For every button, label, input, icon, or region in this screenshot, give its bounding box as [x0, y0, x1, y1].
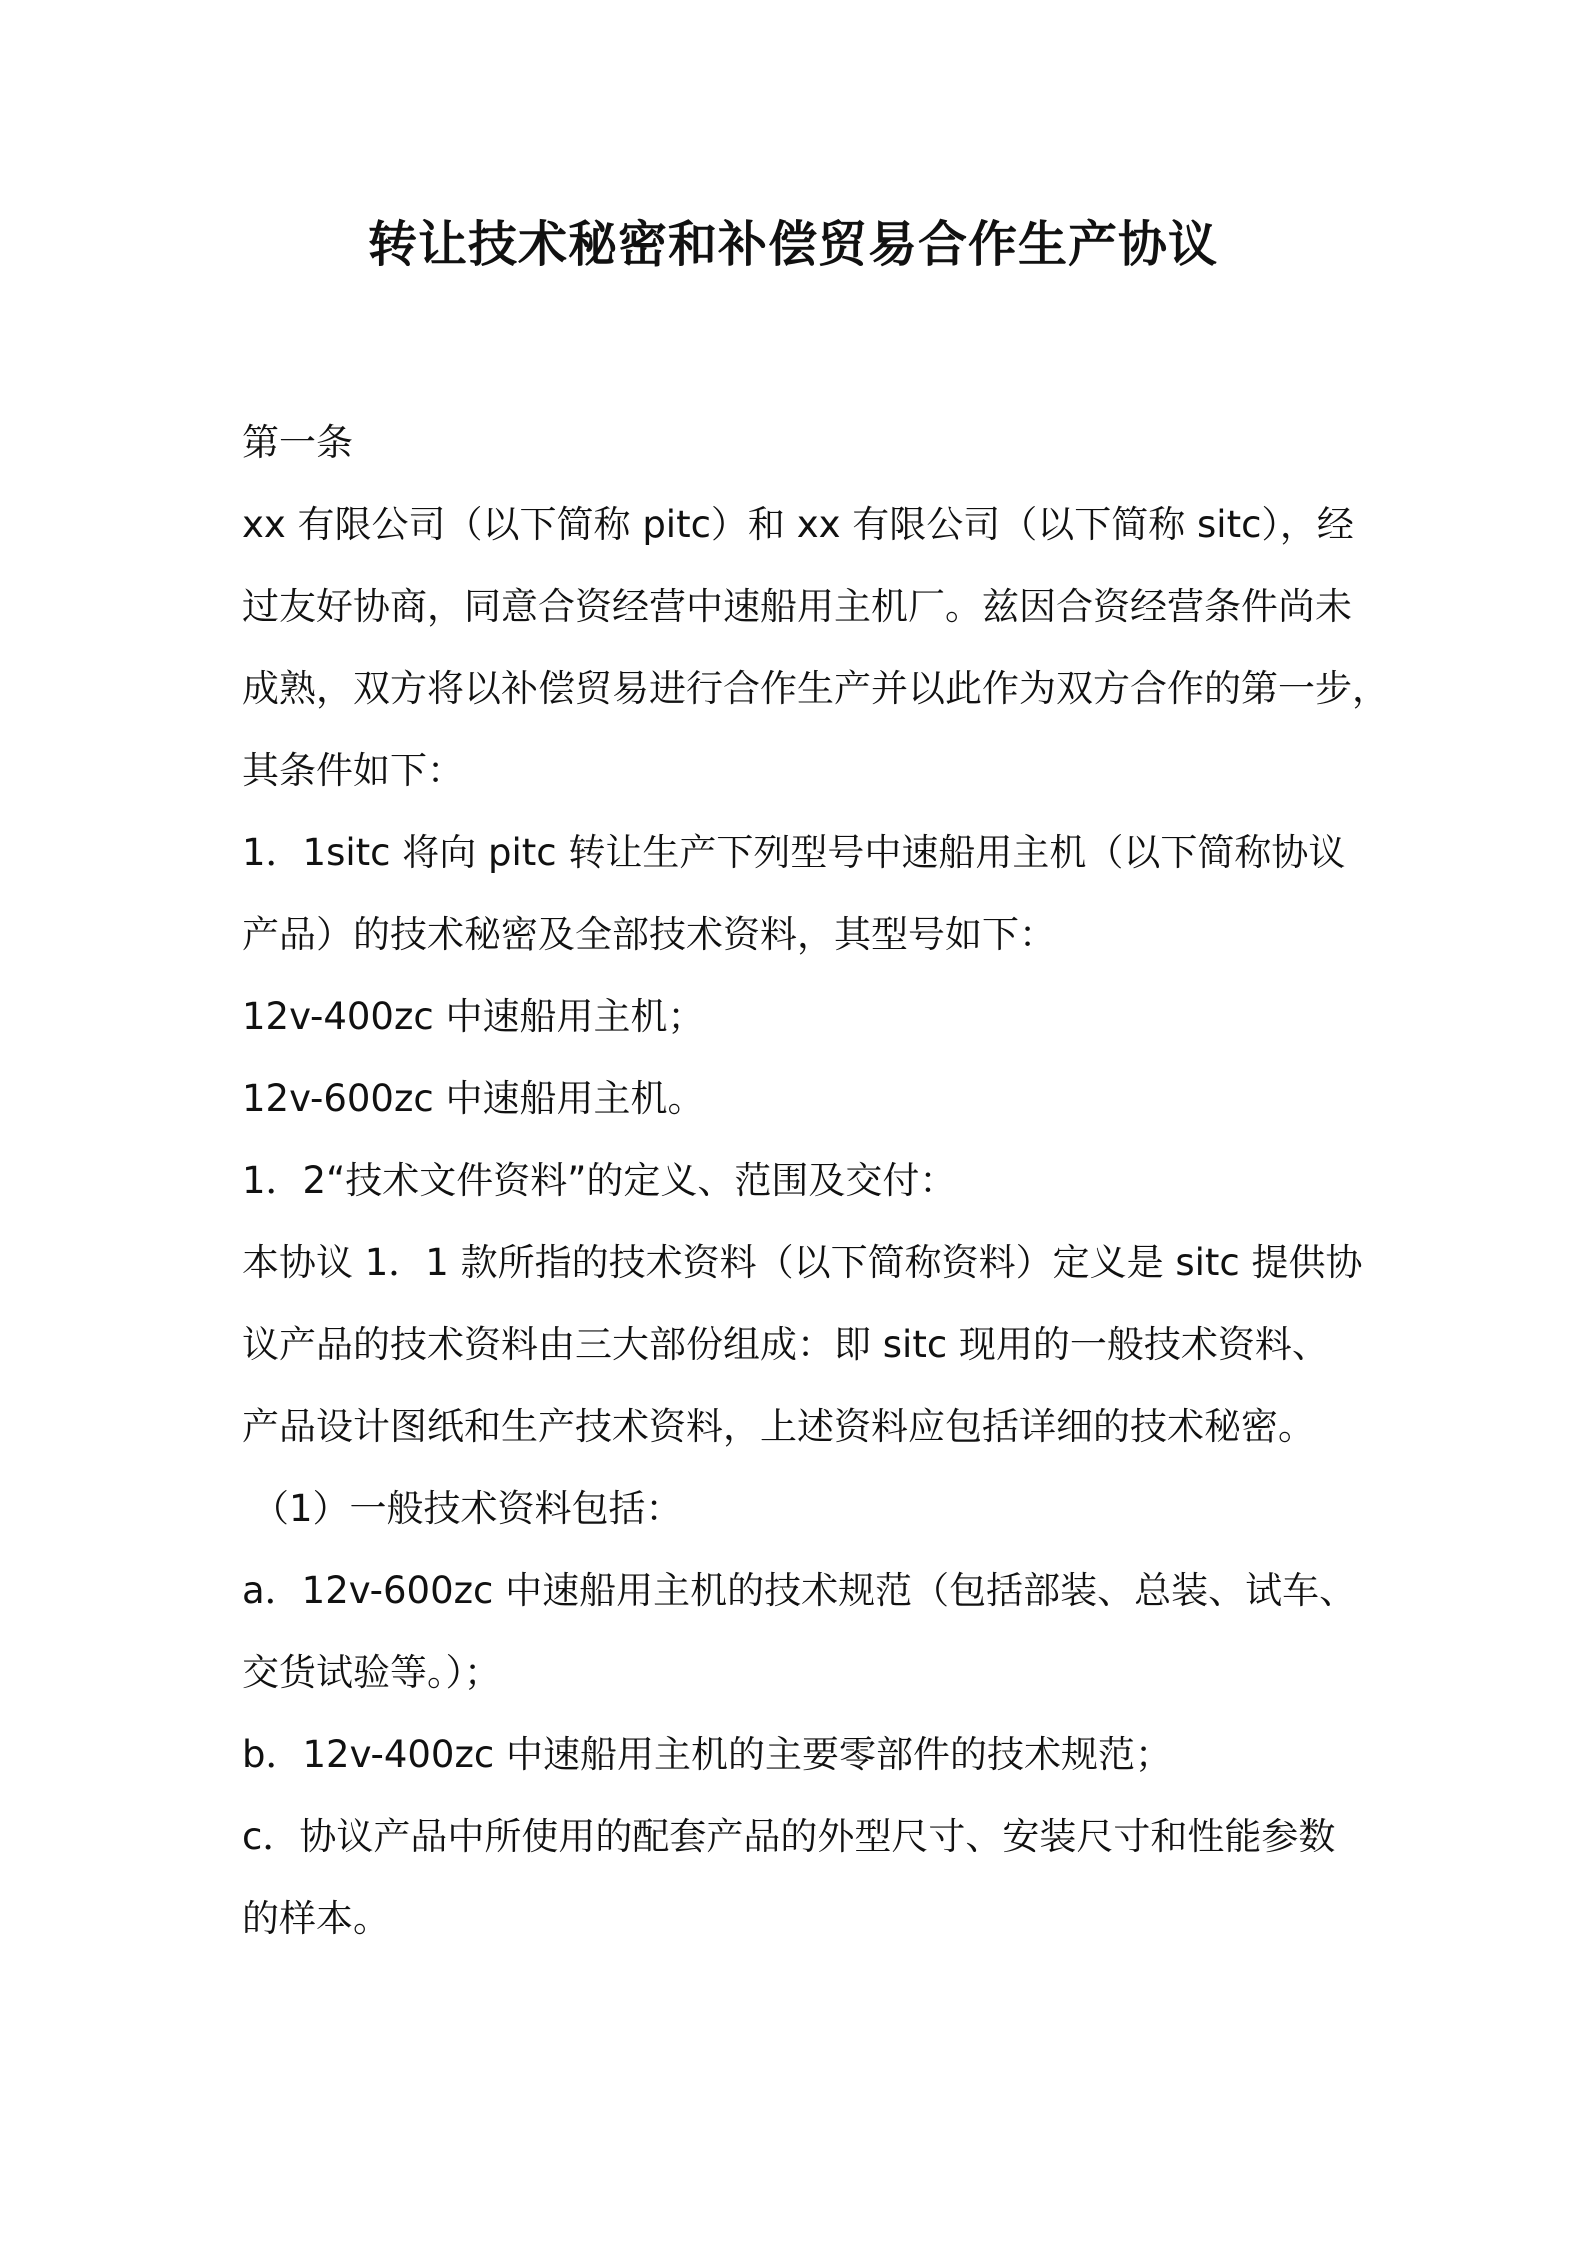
- subsection-heading: （1）一般技术资料包括：: [252, 1487, 683, 1530]
- article-heading: 第一条: [242, 421, 353, 464]
- paragraph-line: 成熟，双方将以补偿贸易进行合作生产并以此作为双方合作的第一步，: [242, 667, 1389, 710]
- list-item-line: c．协议产品中所使用的配套产品的外型尺寸、安装尺寸和性能参数: [242, 1815, 1336, 1858]
- list-item-line: a．12v-600zc 中速船用主机的技术规范（包括部装、总装、试车、: [242, 1569, 1357, 1612]
- list-item-line: 的样本。: [242, 1897, 390, 1940]
- list-item-line: b．12v-400zc 中速船用主机的主要零部件的技术规范；: [242, 1733, 1172, 1776]
- paragraph-line: 其条件如下：: [242, 749, 464, 792]
- document-title: 转让技术秘密和补偿贸易合作生产协议: [367, 216, 1218, 273]
- paragraph-line: 过友好协商，同意合资经营中速船用主机厂。兹因合资经营条件尚未: [242, 585, 1352, 628]
- clause-line: 1．2“技术文件资料”的定义、范围及交付：: [242, 1159, 957, 1202]
- clause-line: 1．1sitc 将向 pitc 转让生产下列型号中速船用主机（以下简称协议: [242, 831, 1346, 874]
- model-line: 12v-600zc 中速船用主机。: [242, 1077, 705, 1120]
- list-item-line: 交货试验等。）；: [242, 1651, 501, 1694]
- document-body: [242, 402, 1389, 1960]
- paragraph-line: 产品设计图纸和生产技术资料，上述资料应包括详细的技术秘密。: [242, 1405, 1315, 1448]
- model-line: 12v-400zc 中速船用主机；: [242, 995, 705, 1038]
- paragraph-line: 本协议 1．1 款所指的技术资料（以下简称资料）定义是 sitc 提供协: [242, 1241, 1363, 1284]
- paragraph-line: 议产品的技术资料由三大部份组成：即 sitc 现用的一般技术资料、: [242, 1323, 1329, 1366]
- paragraph-line: xx 有限公司（以下简称 pitc）和 xx 有限公司（以下简称 sitc），经: [242, 503, 1354, 546]
- clause-line: 产品）的技术秘密及全部技术资料，其型号如下：: [242, 913, 1056, 956]
